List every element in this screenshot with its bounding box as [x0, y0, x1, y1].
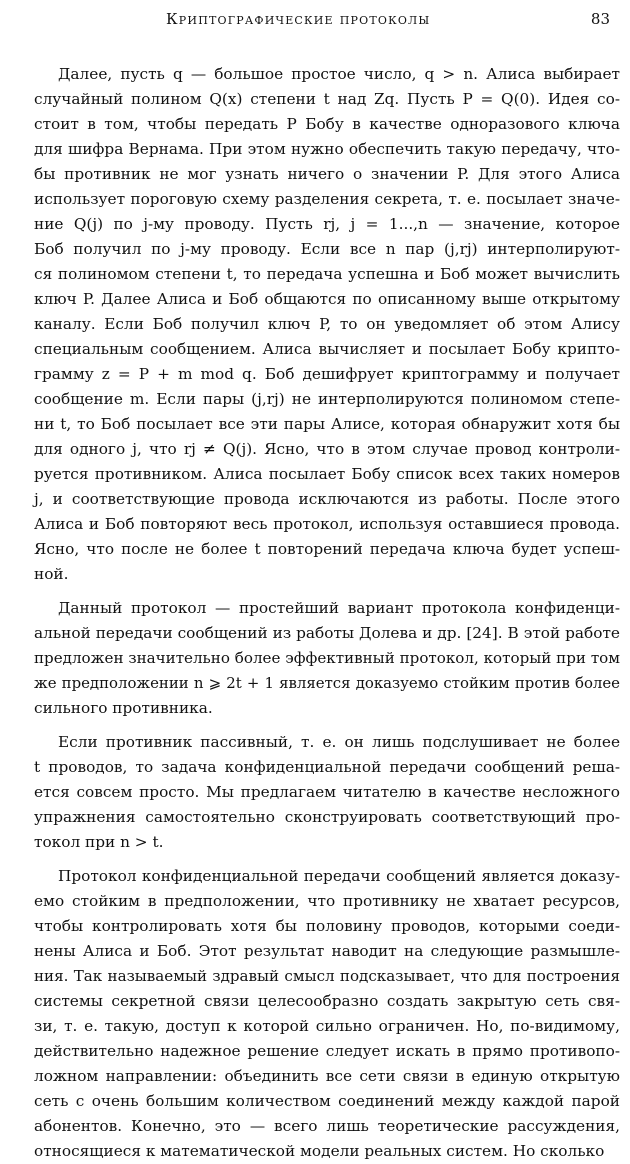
text-line: случайный полином Q(x) степени t над Zq. Пусть P = Q(0). Идея со- — [34, 90, 620, 108]
text-line: действительно надежное решение следует искать в прямо противопо- — [34, 1042, 620, 1060]
text-line: Если противник пассивный, т. е. он лишь подслушивает не более — [58, 733, 620, 751]
text-line: каналу. Если Боб получил ключ P, то он уведомляет об этом Алису — [34, 315, 620, 333]
text-line: альной передачи сообщений из работы Долева и др. [24]. В этой работе — [34, 624, 620, 642]
text-line: стоит в том, чтобы передать P Бобу в качестве одноразового ключа — [34, 115, 620, 133]
paragraph — [34, 596, 620, 721]
text-line: Далее, пусть q — большое простое число, q > n. Алиса выбирает — [58, 65, 620, 83]
text-line: же предположении n ⩾ 2t + 1 является доказуемо стойким против более — [34, 674, 620, 692]
text-line: относящиеся к математической модели реальных систем. Но сколько — [34, 1142, 605, 1160]
running-title: Криптографические протоколы — [166, 10, 431, 28]
text-line: ся полиномом степени t, то передача успешна и Боб может вычислить — [34, 265, 620, 283]
text-line: токол при n > t. — [34, 833, 164, 851]
text-line: чтобы контролировать хотя бы половину проводов, которыми соеди- — [34, 917, 620, 935]
text-line: для одного j, что rj ≠ Q(j). Ясно, что в этом случае провод контроли- — [34, 440, 620, 458]
text-line: нены Алиса и Боб. Этот результат наводит на следующие размышле- — [34, 942, 620, 960]
text-line: сильного противника. — [34, 699, 213, 717]
text-line: для шифра Вернама. При этом нужно обеспечить такую передачу, что- — [34, 140, 620, 158]
text-line: ется совсем просто. Мы предлагаем читателю в качестве несложного — [34, 783, 620, 801]
text-line: Ясно, что после не более t повторений передача ключа будет успеш- — [34, 540, 620, 558]
text-line: ни t, то Боб посылает все эти пары Алисе, которая обнаружит хотя бы — [34, 415, 620, 433]
page-header — [34, 10, 610, 34]
text-line: руется противником. Алиса посылает Бобу список всех таких номеров — [34, 465, 620, 483]
text-line: сообщение m. Если пары (j,rj) не интерполируются полиномом степе- — [34, 390, 620, 408]
text-line: Протокол конфиденциальной передачи сообщений является доказу- — [58, 867, 620, 885]
text-line: упражнения самостоятельно сконструировать соответствующий про- — [34, 808, 620, 826]
text-line: ложном направлении: объединить все сети связи в единую открытую — [34, 1067, 620, 1085]
text-line: емо стойким в предположении, что противнику не хватает ресурсов, — [34, 892, 620, 910]
text-line: абонентов. Конечно, это — всего лишь теоретические рассуждения, — [34, 1117, 620, 1135]
text-line: зи, т. е. такую, доступ к которой сильно ограничен. Но, по-видимому, — [34, 1017, 620, 1035]
text-line: Алиса и Боб повторяют весь протокол, используя оставшиеся провода. — [34, 515, 620, 533]
text-line: Боб получил по j-му проводу. Если все n пар (j,rj) интерполируют- — [34, 240, 620, 258]
text-line: предложен значительно более эффективный протокол, который при том — [34, 649, 620, 667]
text-line: системы секретной связи целесообразно создать закрытую сеть свя- — [34, 992, 620, 1010]
page-number: 83 — [590, 10, 610, 28]
text-line: бы противник не мог узнать ничего о значении P. Для этого Алиса — [34, 165, 620, 183]
body-text — [34, 62, 620, 1164]
paragraph — [34, 864, 620, 1164]
text-line: сеть с очень большим количеством соединений между каждой парой — [34, 1092, 620, 1110]
text-line: грамму z = P + m mod q. Боб дешифрует криптограмму и получает — [34, 365, 620, 383]
text-line: j, и соответствующие провода исключаются из работы. После этого — [34, 490, 620, 508]
text-line: ния. Так называемый здравый смысл подсказывает, что для построения — [34, 967, 620, 985]
text-line: t проводов, то задача конфиденциальной передачи сообщений реша- — [34, 758, 620, 776]
paragraph — [34, 62, 620, 587]
text-line: Данный протокол — простейший вариант протокола конфиденци- — [58, 599, 620, 617]
paragraph — [34, 730, 620, 855]
text-line: специальным сообщением. Алиса вычисляет и посылает Бобу крипто- — [34, 340, 620, 358]
text-line: ной. — [34, 565, 69, 583]
text-line: использует пороговую схему разделения секрета, т. е. посылает значе- — [34, 190, 620, 208]
text-line: ние Q(j) по j-му проводу. Пусть rj, j = 1...,n — значение, которое — [34, 215, 620, 233]
text-line: ключ P. Далее Алиса и Боб общаются по описанному выше открытому — [34, 290, 620, 308]
